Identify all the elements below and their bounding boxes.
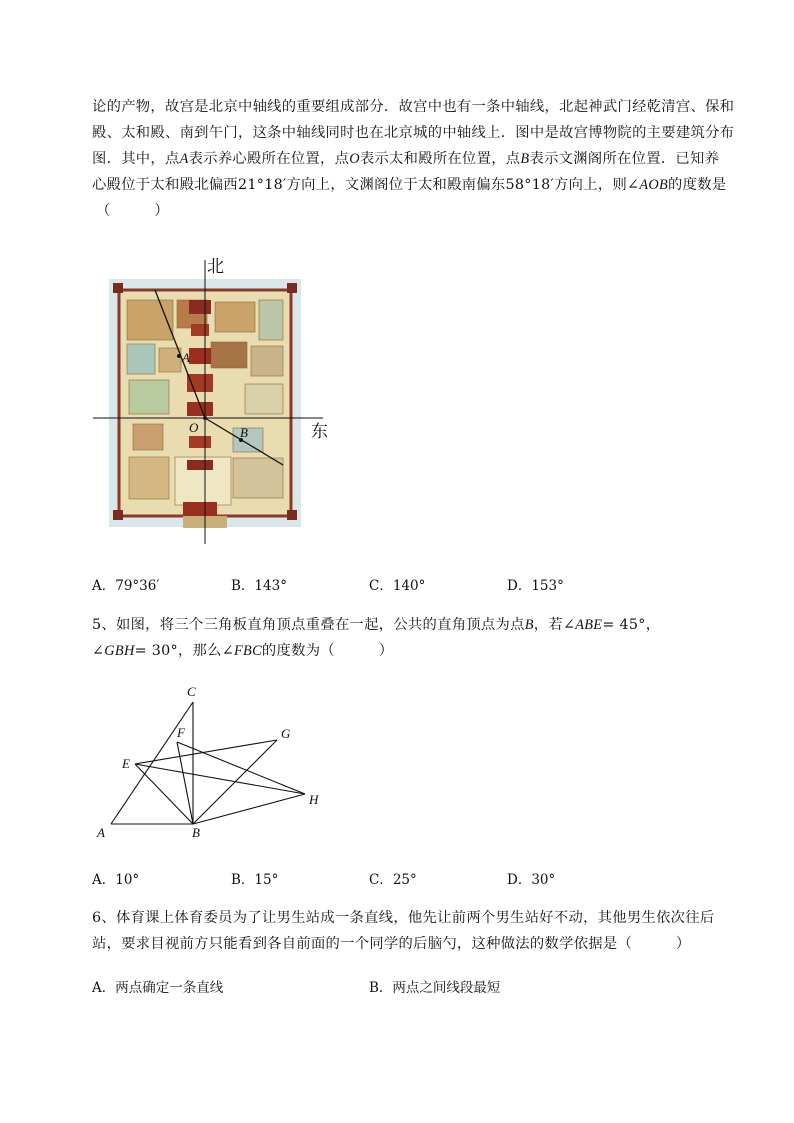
segment-EH [135, 764, 305, 794]
q5-option-a[interactable]: A．10° [92, 872, 140, 888]
label-E: E [122, 756, 130, 771]
q4-option-d[interactable]: D．153° [507, 578, 564, 594]
q5-stem [92, 612, 752, 664]
label-C: C [187, 684, 196, 699]
q6-option-b[interactable]: B．两点之间线段最短 [369, 980, 501, 996]
north-label: 北 [207, 257, 224, 277]
palace-map-figure [93, 252, 333, 550]
label-B: B [192, 825, 200, 840]
q5-option-c[interactable]: C．25° [369, 872, 417, 888]
label-B: B [240, 425, 248, 440]
q6-stem [92, 905, 752, 957]
q4-line3: 图．其中，点A表示养心殿所在位置，点O表示太和殿所在位置，点B表示文渊阁所在位置．已知养 [92, 151, 720, 167]
q4-option-b[interactable]: B．143° [231, 578, 287, 594]
q4-line2: 殿、太和殿、南到午门，这条中轴线同时也在北京城的中轴线上．图中是故宫博物院的主要建筑分布 [92, 125, 735, 141]
q6-line2: 站，要求目视前方只能看到各自前面的一个同学的后脑勺，这种做法的数学依据是（ ） [92, 936, 691, 952]
q4-option-a[interactable]: A．79°36′ [92, 578, 160, 594]
label-G: G [281, 726, 291, 741]
q6-line1: 6、体育课上体育委员为了让男生站成一条直线，他先让前两个男生站好不动，其他男生依次往后 [92, 910, 715, 926]
east-label: 东 [311, 422, 328, 442]
q4-line4: 心殿位于太和殿北偏西21°18′方向上，文渊阁位于太和殿南偏东58°18′方向上，则∠AOB的度数是 [92, 177, 727, 193]
q5-line1: 5、如图，将三个三角板直角顶点重叠在一起，公共的直角顶点为点B，若∠ABE= 45°， [92, 617, 661, 633]
q5-line2: ∠GBH= 30°，那么∠FBC的度数为（ ） [92, 643, 394, 659]
point-A [177, 354, 181, 358]
segment-EG [135, 740, 277, 764]
point-O [203, 416, 207, 420]
q4-stem [92, 94, 752, 224]
q6-option-a[interactable]: A．两点确定一条直线 [92, 980, 224, 996]
q4-line1: 论的产物，故宫是北京中轴线的重要组成部分．故宫中也有一条中轴线，北起神武门经乾清宫、保和 [92, 99, 735, 115]
label-H: H [309, 792, 319, 807]
segment-FH [177, 742, 305, 794]
label-O: O [189, 420, 199, 435]
label-A: A [182, 350, 190, 365]
q4-option-c[interactable]: C．140° [369, 578, 426, 594]
q5-option-b[interactable]: B．15° [231, 872, 279, 888]
label-F: F [177, 725, 185, 740]
set-squares-figure [95, 680, 335, 840]
q4-answer-paren: （ ） [96, 203, 169, 219]
segment-BH [193, 794, 305, 824]
label-A: A [97, 825, 105, 840]
q5-option-d[interactable]: D．30° [507, 872, 556, 888]
